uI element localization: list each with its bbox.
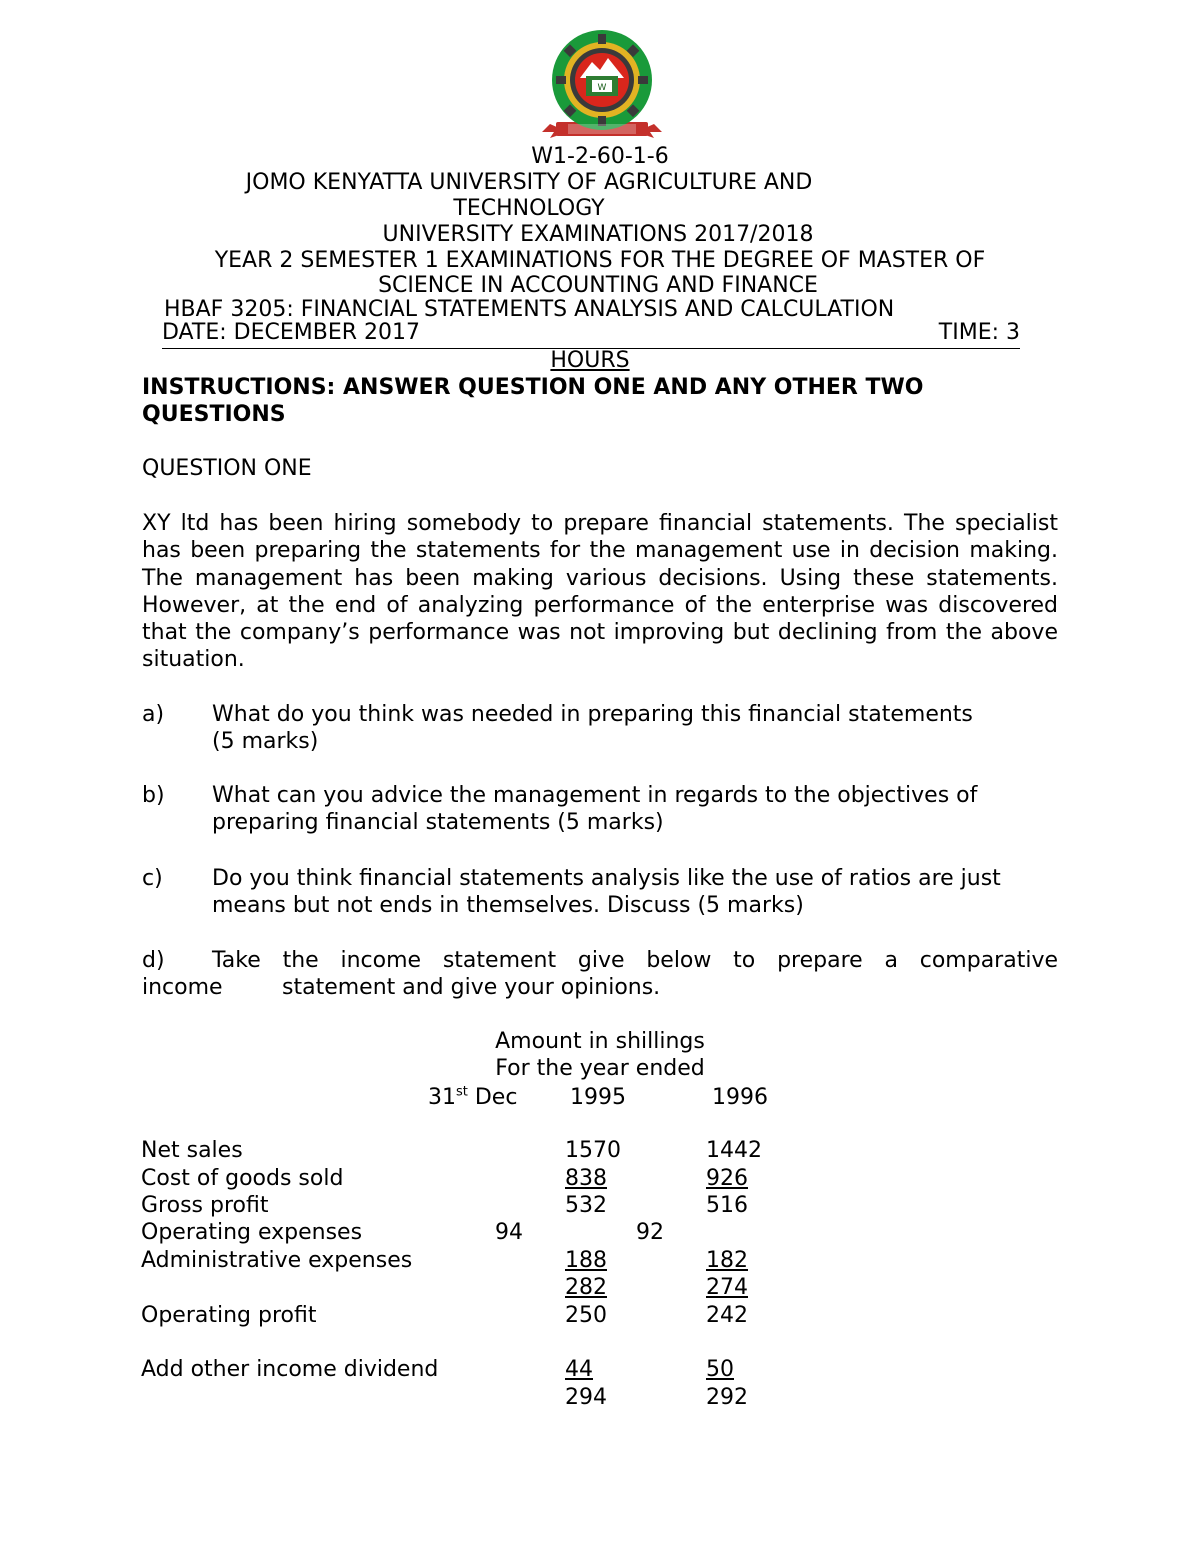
table-row-value-1996: 926 (706, 1166, 748, 1191)
table-year1-heading: 1995 (570, 1085, 626, 1110)
table-row-value-1995: 1570 (565, 1138, 621, 1163)
part-b-line1: What can you advice the management in regards to the objectives of (212, 783, 978, 808)
table-row-sub-1996: 92 (636, 1220, 664, 1245)
table-year2-heading: 1996 (712, 1085, 768, 1110)
table-row-value-1996: 1442 (706, 1138, 762, 1163)
part-d-line1-row (142, 948, 1058, 974)
table-row-label: Operating profit (141, 1303, 317, 1328)
table-row-value-1995: 282 (565, 1275, 607, 1300)
table-row-label: Operating expenses (141, 1220, 363, 1245)
date-day: 31 (428, 1085, 456, 1110)
part-d-line2-b: statement and give your opinions. (282, 975, 661, 1000)
instructions-line1: INSTRUCTIONS: ANSWER QUESTION ONE AND ANY OTHER TWO (142, 375, 924, 400)
part-d-label: d) (142, 948, 165, 973)
year-line1: YEAR 2 SEMESTER 1 EXAMINATIONS FOR THE DEGREE OF MASTER OF (214, 248, 986, 273)
table-title-year: For the year ended (495, 1056, 705, 1081)
exam-hours: HOURS (550, 348, 630, 373)
part-b-label: b) (142, 783, 165, 808)
part-d-line1: Take the income statement give below to prepare a comparative (212, 948, 1058, 973)
question-intro: XY ltd has been hiring somebody to prepare financial statements. The specialist has been preparing the statements for the management use in decision making. The management has been making various decisions. Using these statements. However, at the end of analyzing performance of the enterprise was discovered that the company’s performance was not improving but declining from the above situation. (142, 511, 1058, 673)
table-row-value-1996: 242 (706, 1303, 748, 1328)
part-a-line1: What do you think was needed in preparing this financial statements (212, 702, 973, 727)
table-row-label: Administrative expenses (141, 1248, 413, 1273)
part-c-line1: Do you think financial statements analysis like the use of ratios are just (212, 866, 1001, 891)
table-row-value-1996: 182 (706, 1248, 748, 1273)
table-row-label: Add other income dividend (141, 1357, 439, 1382)
university-name-line2: TECHNOLOGY (453, 196, 605, 221)
exam-date: DATE: DECEMBER 2017 (162, 320, 420, 345)
part-d-line2-a: income (142, 975, 223, 1000)
exam-title: UNIVERSITY EXAMINATIONS 2017/2018 (382, 222, 814, 247)
table-row-value-1996: 516 (706, 1193, 748, 1218)
table-row-value-1996: 274 (706, 1275, 748, 1300)
table-row-label: Cost of goods sold (141, 1166, 344, 1191)
paper-code: W1-2-60-1-6 (531, 144, 669, 169)
svg-text:W: W (597, 83, 607, 93)
date-suffix: st (456, 1084, 468, 1100)
year-line2: SCIENCE IN ACCOUNTING AND FINANCE (378, 273, 818, 298)
table-title-amount: Amount in shillings (495, 1029, 705, 1054)
table-row-value-1995: 44 (565, 1357, 593, 1382)
table-row-value-1995: 532 (565, 1193, 607, 1218)
table-row-sub-1995: 94 (495, 1220, 523, 1245)
part-a-label: a) (142, 702, 165, 727)
table-date-heading (428, 1085, 517, 1111)
part-a-line2: (5 marks) (212, 729, 319, 754)
table-row-label: Net sales (141, 1138, 243, 1163)
date-time-line (162, 320, 1020, 349)
date-month: Dec (467, 1085, 518, 1110)
course-title: HBAF 3205: FINANCIAL STATEMENTS ANALYSIS AND CALCULATION (164, 297, 895, 322)
university-name-line1: JOMO KENYATTA UNIVERSITY OF AGRICULTURE AND (245, 170, 813, 195)
university-logo (540, 28, 664, 142)
table-row-value-1995: 838 (565, 1166, 607, 1191)
table-row-value-1995: 294 (565, 1385, 607, 1410)
instructions-line2: QUESTIONS (142, 402, 286, 427)
exam-time: TIME: 3 (938, 320, 1020, 345)
table-row-value-1996: 50 (706, 1357, 734, 1382)
question-heading: QUESTION ONE (142, 456, 312, 481)
part-c-label: c) (142, 866, 163, 891)
table-row-value-1996: 292 (706, 1385, 748, 1410)
table-row-label: Gross profit (141, 1193, 269, 1218)
table-row-value-1995: 250 (565, 1303, 607, 1328)
part-b-line2: preparing financial statements (5 marks) (212, 810, 664, 835)
part-c-line2: means but not ends in themselves. Discuss (5 marks) (212, 893, 804, 918)
table-row-value-1995: 188 (565, 1248, 607, 1273)
